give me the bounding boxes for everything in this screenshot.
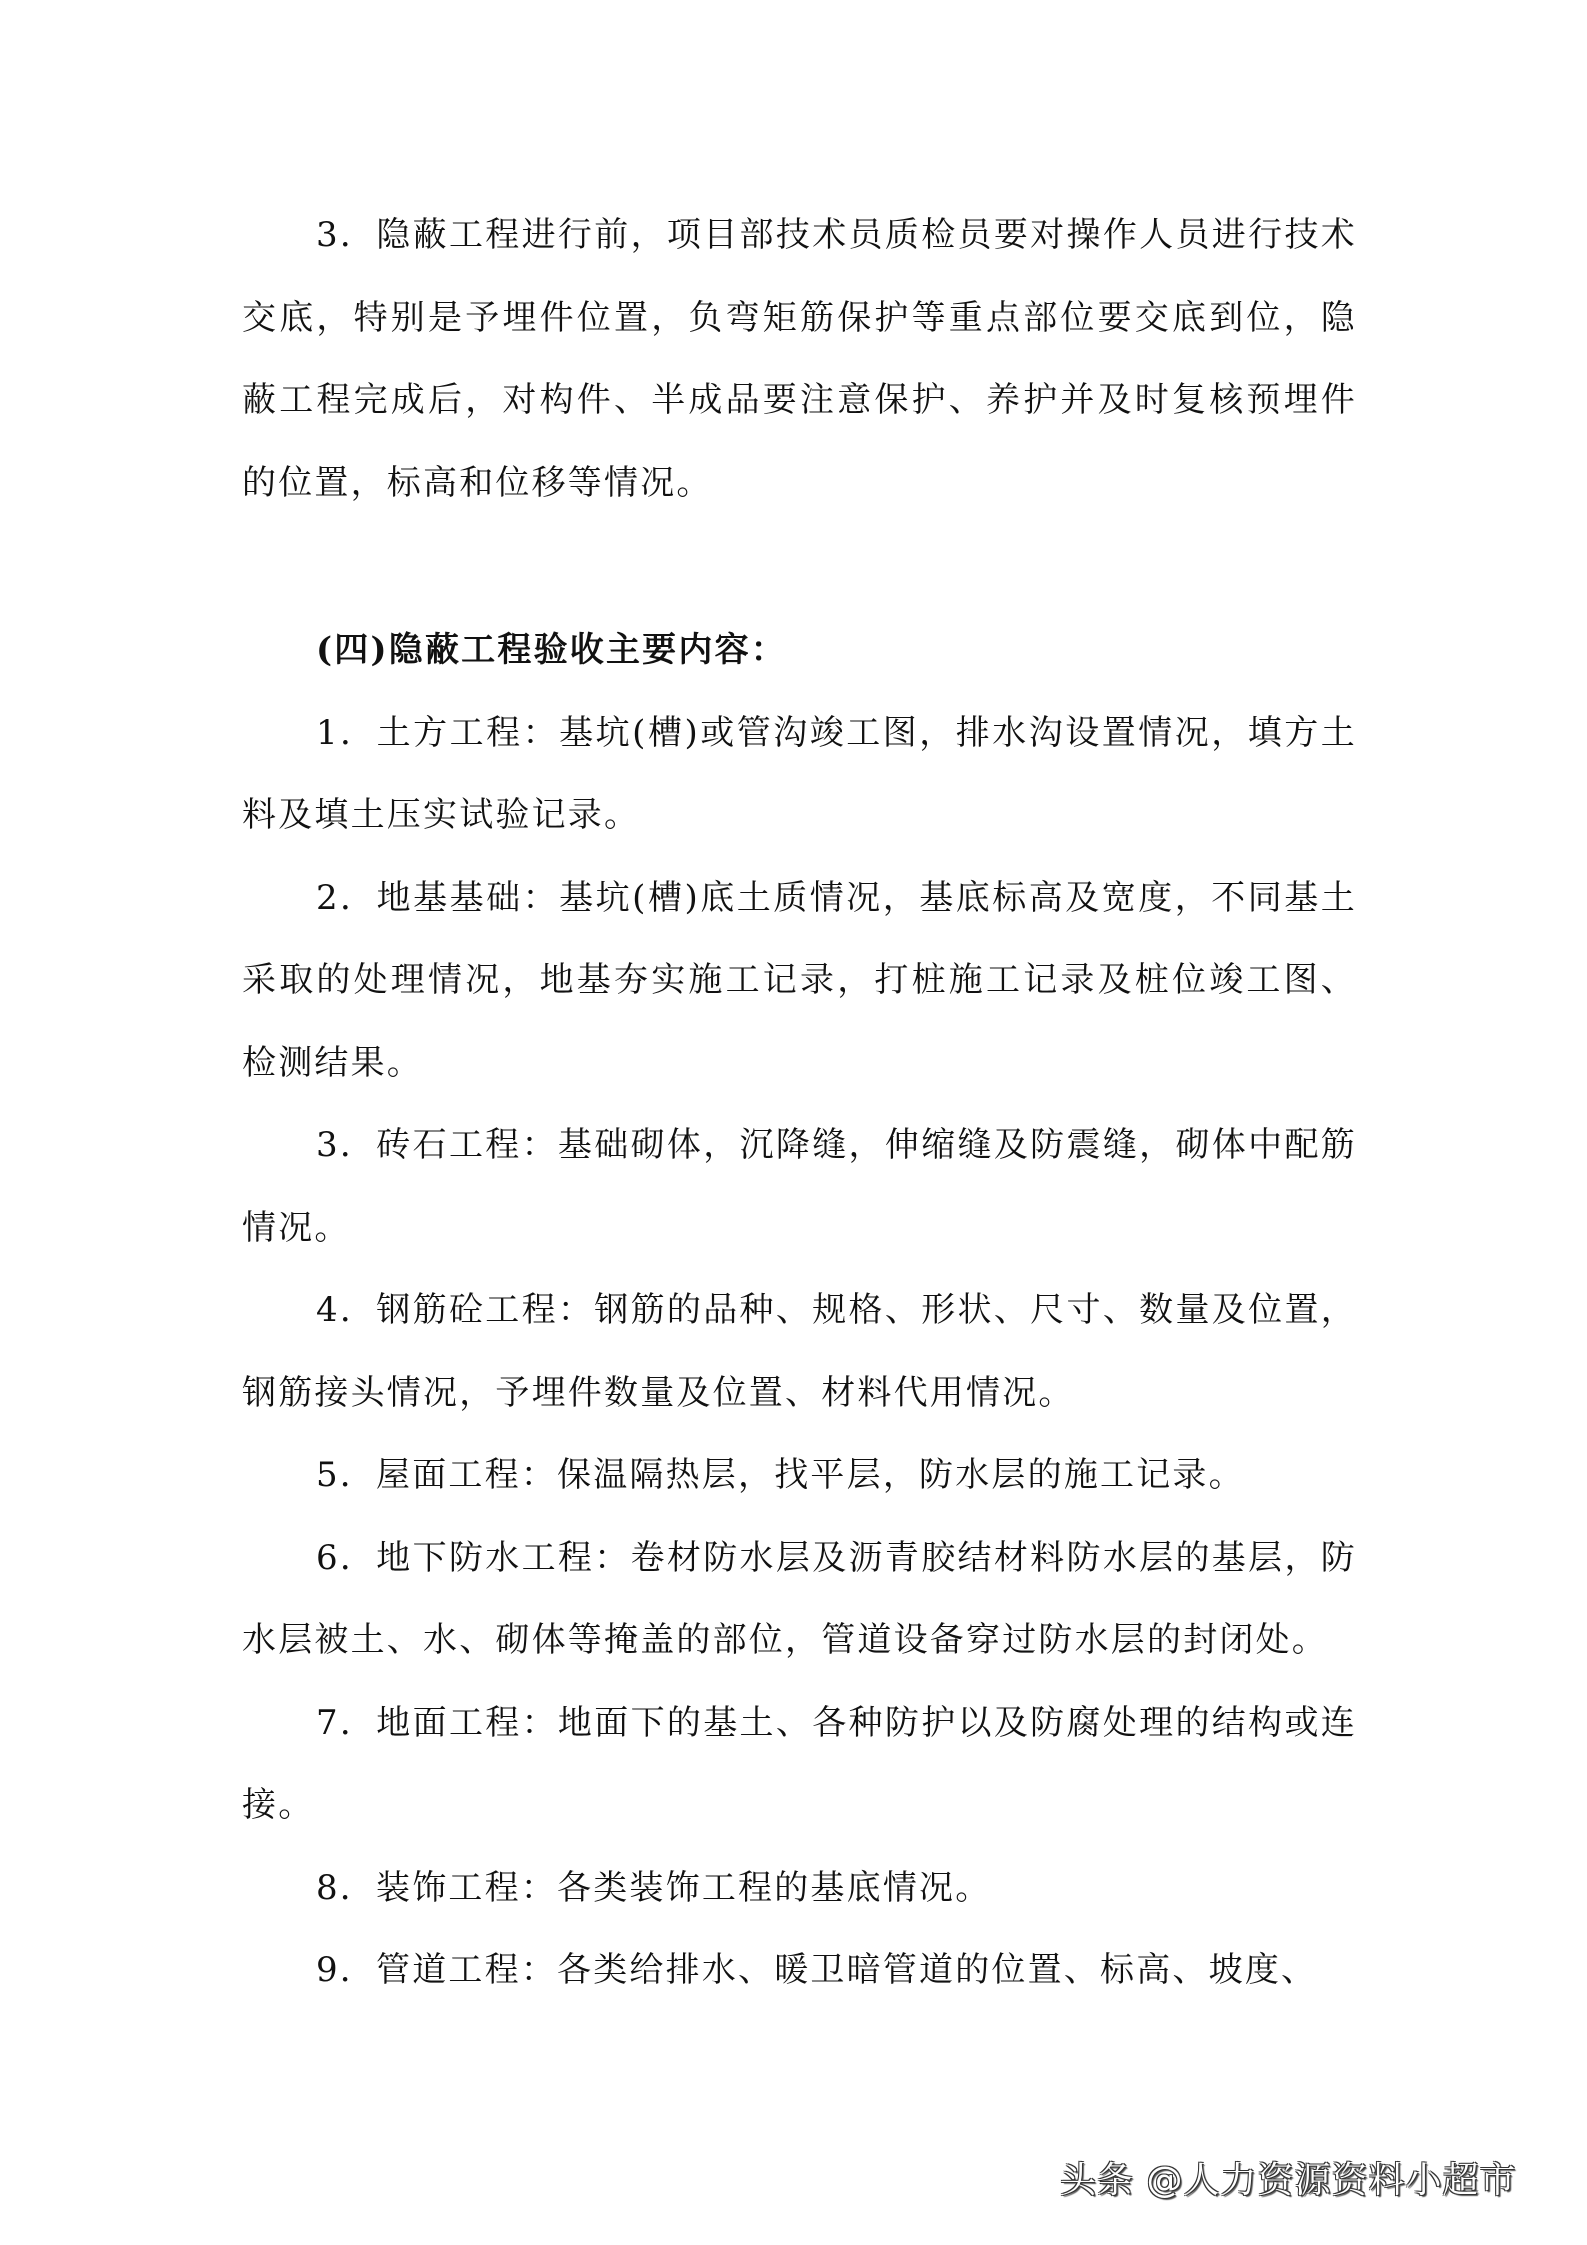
paragraph-item-3-preparation: 3．隐蔽工程进行前，项目部技术员质检员要对操作人员进行技术交底，特别是予埋件位置，负弯矩筋保护等重点部位要交底到位，隐蔽工程完成后，对构件、半成品要注意保护、养护并及时复核预埋件的位置，标高和位移等情况。 [242,215,1357,503]
paragraph-item-decoration: 8．装饰工程：各类装饰工程的基底情况。 [316,1867,992,1908]
paragraph-item-underground-waterproofing: 6．地下防水工程：卷材防水层及沥青胶结材料防水层的基层，防水层被土、水、砌体等掩盖的部位，管道设备穿过防水层的封闭处。 [242,1537,1357,1660]
section-heading-inspection-contents: (四)隐蔽工程验收主要内容： [316,630,787,670]
paragraph-item-piping: 9．管道工程：各类给排水、暖卫暗管道的位置、标高、坡度、 [316,1950,1318,1990]
paragraph-item-masonry: 3．砖石工程：基础砌体，沉降缝，伸缩缝及防震缝，砌体中配筋情况。 [242,1125,1357,1248]
paragraph-item-earthwork: 1．土方工程：基坑(槽)或管沟竣工图，排水沟设置情况，填方土料及填土压实试验记录。 [242,712,1357,835]
watermark-text: 头条 @人力资源资料小超市 [1060,2160,1517,2201]
paragraph-item-flooring: 7．地面工程：地面下的基土、各种防护以及防腐处理的结构或连接。 [242,1702,1357,1825]
paragraph-item-reinforced-concrete: 4．钢筋砼工程：钢筋的品种、规格、形状、尺寸、数量及位置，钢筋接头情况，予埋件数量及位置、材料代用情况。 [242,1290,1357,1413]
document-body [242,194,1357,2012]
paragraph-item-foundation: 2．地基基础：基坑(槽)底土质情况，基底标高及宽度，不同基土采取的处理情况，地基夯实施工记录，打桩施工记录及桩位竣工图、检测结果。 [242,877,1357,1083]
paragraph-item-roofing: 5．屋面工程：保温隔热层，找平层，防水层的施工记录。 [316,1455,1245,1495]
